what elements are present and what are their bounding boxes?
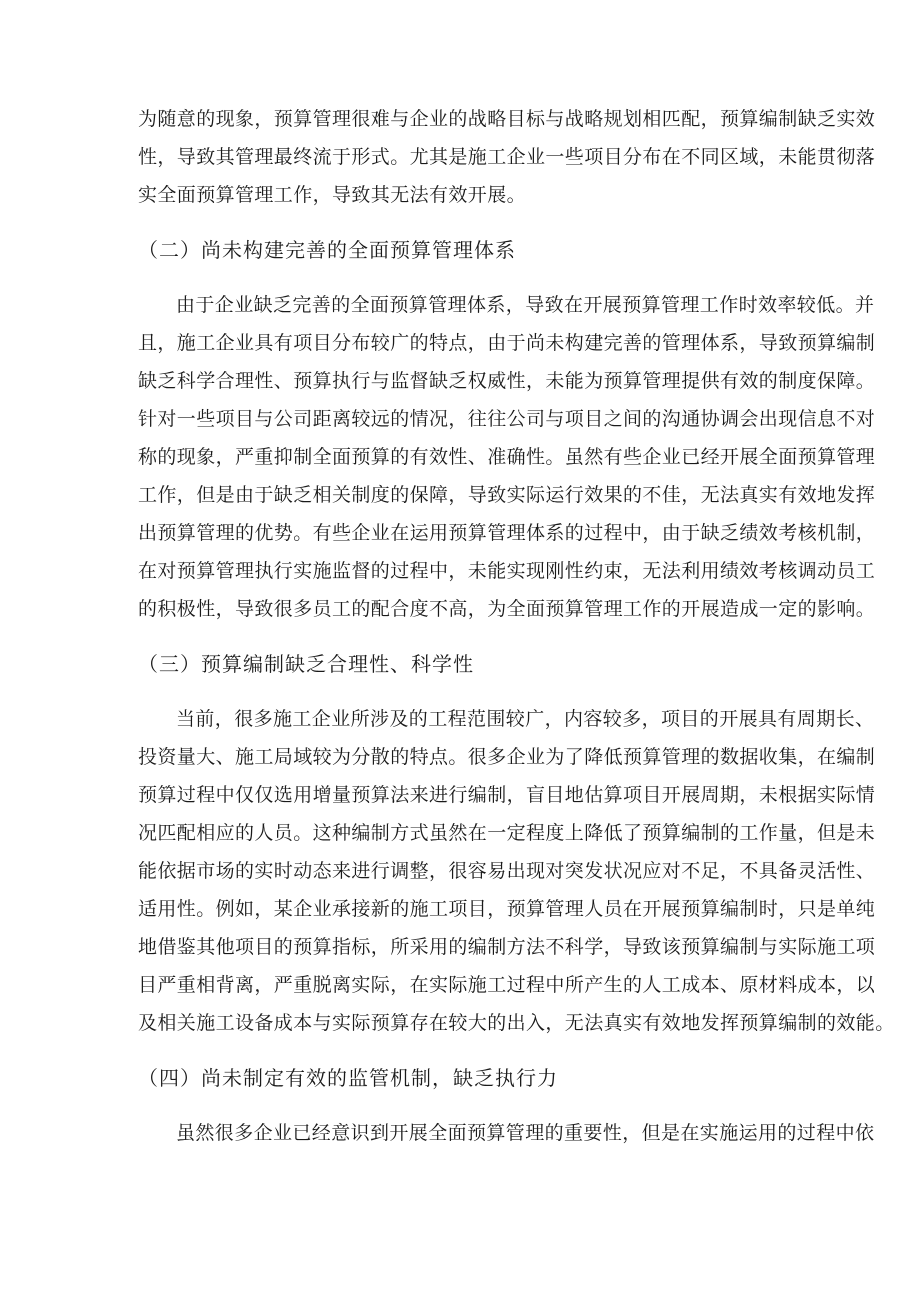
paragraph-section-3: [138, 700, 895, 1042]
paragraph-line: 况匹配相应的人员。这种编制方式虽然在一定程度上降低了预算编制的工作量，但是未: [138, 822, 876, 844]
paragraph-line: 虽然很多企业已经意识到开展全面预算管理的重要性，但是在实施运用的过程中依: [176, 1122, 875, 1144]
paragraph-line: 当前，很多施工企业所涉及的工程范围较广，内容较多，项目的开展具有周期长、: [176, 708, 875, 730]
paragraph-line: 出预算管理的优势。有些企业在运用预算管理体系的过程中，由于缺乏绩效考核机制，: [138, 522, 876, 544]
paragraph-line: 针对一些项目与公司距离较远的情况，往往公司与项目之间的沟通协调会出现信息不对: [138, 408, 876, 430]
paragraph-line: 及相关施工设备成本与实际预算存在较大的出入，无法真实有效地发挥预算编制的效能。: [138, 1012, 895, 1034]
paragraph-section-2: [138, 286, 876, 628]
paragraph-section-4: [138, 1114, 875, 1152]
paragraph-line: 称的现象，严重抑制全面预算的有效性、准确性。虽然有些企业已经开展全面预算管理: [138, 446, 876, 468]
paragraph-line: 实全面预算管理工作，导致其无法有效开展。: [138, 184, 527, 206]
paragraph-line: 性，导致其管理最终流于形式。尤其是施工企业一些项目分布在不同区域，未能贯彻落: [138, 146, 876, 168]
paragraph-line: 投资量大、施工局域较为分散的特点。很多企业为了降低预算管理的数据收集，在编制: [138, 746, 876, 768]
paragraph-line: 工作，但是由于缺乏相关制度的保障，导致实际运行效果的不佳，无法真实有效地发挥: [138, 484, 876, 506]
paragraph-line: 能依据市场的实时动态来进行调整，很容易出现对突发状况应对不足，不具备灵活性、: [138, 860, 876, 882]
paragraph-line: 适用性。例如，某企业承接新的施工项目，预算管理人员在开展预算编制时，只是单纯: [138, 898, 876, 920]
document-page: [138, 100, 895, 1152]
paragraph-line: 由于企业缺乏完善的全面预算管理体系，导致在开展预算管理工作时效率较低。并: [176, 294, 875, 316]
section-heading-4: （四）尚未制定有效的监管机制，缺乏执行力: [138, 1066, 558, 1090]
paragraph-line: 目严重相背离，严重脱离实际，在实际施工过程中所产生的人工成本、原材料成本，以: [138, 974, 876, 996]
paragraph-line: 的积极性，导致很多员工的配合度不高，为全面预算管理工作的开展造成一定的影响。: [138, 598, 876, 620]
paragraph-line: 地借鉴其他项目的预算指标，所采用的编制方法不科学，导致该预算编制与实际施工项: [138, 936, 876, 958]
paragraph-line: 在对预算管理执行实施监督的过程中，未能实现刚性约束，无法利用绩效考核调动员工: [138, 560, 876, 582]
paragraph-line: 且，施工企业具有项目分布较广的特点，由于尚未构建完善的管理体系，导致预算编制: [138, 332, 876, 354]
paragraph-line: 预算过程中仅仅选用增量预算法来进行编制，盲目地估算项目开展周期，未根据实际情: [138, 784, 876, 806]
section-heading-2: （二）尚未构建完善的全面预算管理体系: [138, 238, 516, 262]
paragraph-line: 为随意的现象，预算管理很难与企业的战略目标与战略规划相匹配，预算编制缺乏实效: [138, 108, 876, 130]
paragraph-line: 缺乏科学合理性、预算执行与监督缺乏权威性，未能为预算管理提供有效的制度保障。: [138, 370, 876, 392]
paragraph-intro: [138, 100, 876, 214]
section-heading-3: （三）预算编制缺乏合理性、科学性: [138, 652, 474, 676]
